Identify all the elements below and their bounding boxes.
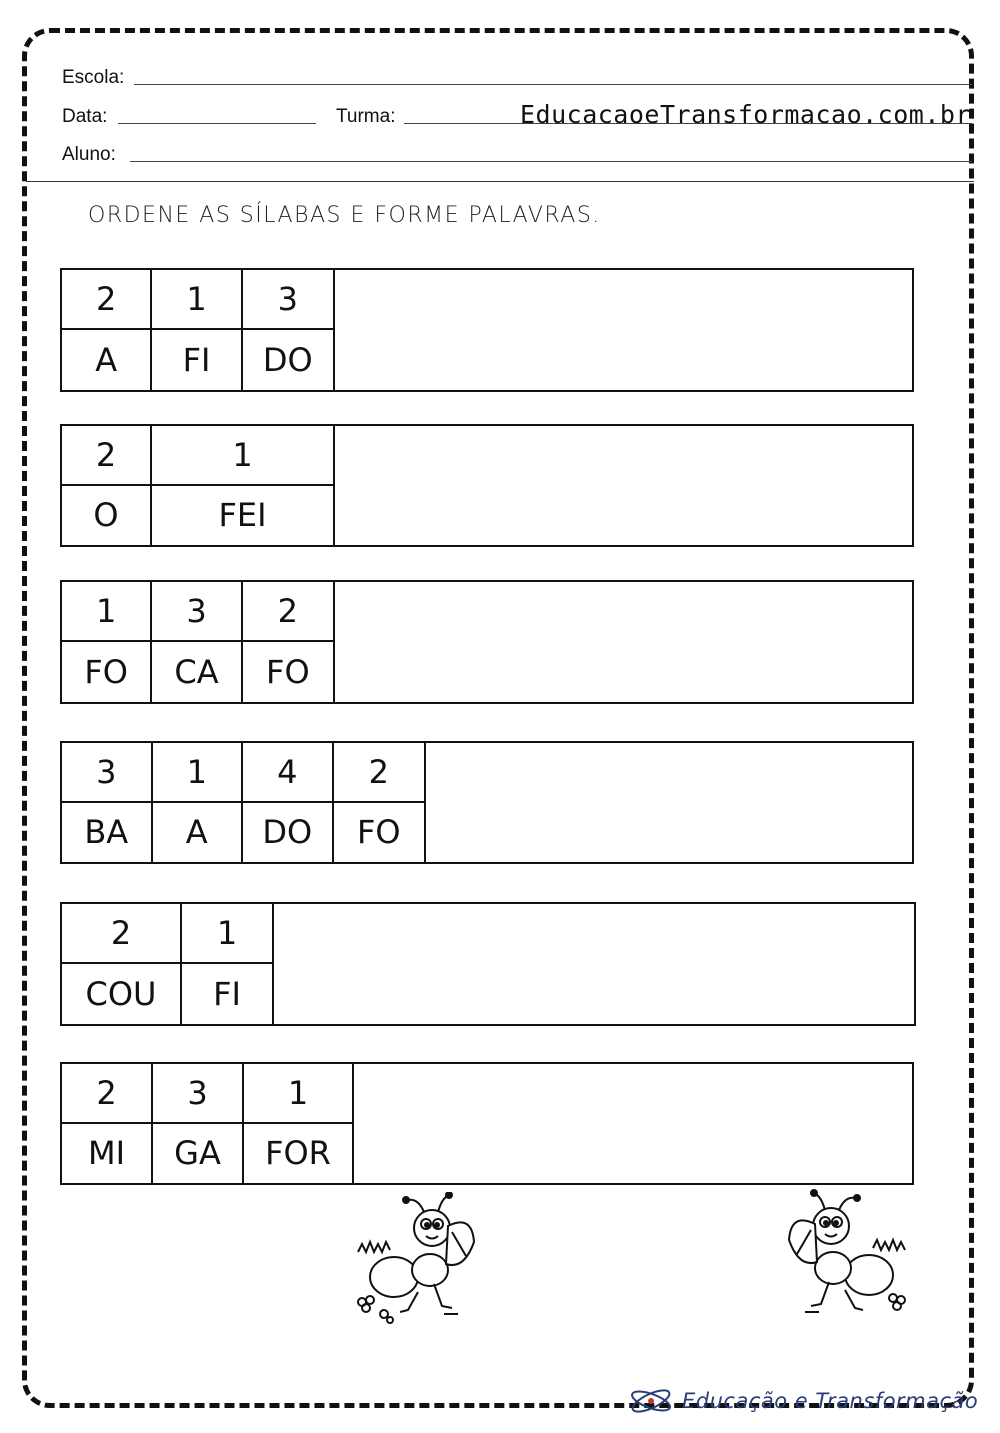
order-number: 3 <box>153 1064 244 1124</box>
syllable: MI <box>62 1124 153 1184</box>
answer-box[interactable] <box>426 743 912 862</box>
order-number: 1 <box>152 426 333 486</box>
syllable: O <box>62 486 152 546</box>
order-number: 2 <box>62 270 152 330</box>
order-number: 1 <box>152 270 242 330</box>
syllable: FO <box>356 813 401 852</box>
answer-box[interactable] <box>335 426 912 545</box>
order-number: 1 <box>182 904 272 964</box>
school-label: Escola: <box>62 67 125 88</box>
syllable: FOR <box>265 1134 331 1173</box>
answer-box[interactable] <box>274 904 914 1024</box>
syllable: BA <box>62 803 153 863</box>
instruction-text: ORDENE AS SÍLABAS E FORME PALAVRAS. <box>88 203 601 228</box>
date-field[interactable] <box>118 123 316 124</box>
order-number: 2 <box>62 426 152 486</box>
website-text: EducacaoeTransformacao.com.br <box>520 100 971 129</box>
order-number: 3 <box>243 270 333 330</box>
syllable: A <box>62 330 152 390</box>
exercise-4 <box>60 741 914 864</box>
order-number: 2 <box>334 743 425 803</box>
exercise-2 <box>60 424 914 547</box>
syllable: FEI <box>218 496 267 535</box>
atom-orbit-icon <box>628 1384 674 1418</box>
student-field[interactable] <box>130 161 972 162</box>
student-label: Aluno: <box>62 144 116 165</box>
syllable-grid <box>62 582 335 702</box>
syllable-grid <box>62 743 426 862</box>
order-number: 1 <box>244 1064 352 1124</box>
logo-text: Educação e Transformação <box>682 1389 979 1413</box>
syllable: CA <box>152 642 242 702</box>
brand-logo <box>628 1384 978 1418</box>
school-field[interactable] <box>134 84 972 85</box>
answer-box[interactable] <box>335 270 912 390</box>
syllable-grid <box>62 426 335 545</box>
exercise-5 <box>60 902 916 1026</box>
syllable: COU <box>62 964 182 1024</box>
order-number: 2 <box>62 904 182 964</box>
order-number: 4 <box>243 743 334 803</box>
order-number: 2 <box>243 582 333 642</box>
syllable-grid <box>62 904 274 1024</box>
exercise-3 <box>60 580 914 704</box>
answer-box[interactable] <box>335 582 912 702</box>
syllable: GA <box>153 1124 244 1184</box>
ant-carrying-leaf-icon <box>348 1192 488 1324</box>
exercise-1 <box>60 268 914 392</box>
order-number: 3 <box>62 743 153 803</box>
exercise-6 <box>60 1062 914 1185</box>
syllable: FO <box>266 653 310 691</box>
header-divider <box>26 181 974 182</box>
syllable: FI <box>213 975 241 1013</box>
syllable: FO <box>62 642 152 702</box>
order-number: 2 <box>62 1064 153 1124</box>
order-number: 3 <box>152 582 242 642</box>
date-label: Data: <box>62 106 108 127</box>
syllable: DO <box>262 341 313 379</box>
order-number: 1 <box>153 743 244 803</box>
class-label: Turma: <box>336 106 396 127</box>
syllable: DO <box>243 803 334 863</box>
order-number: 1 <box>62 582 152 642</box>
answer-box[interactable] <box>354 1064 912 1183</box>
syllable: A <box>153 803 244 863</box>
syllable-grid <box>62 1064 354 1183</box>
syllable-grid <box>62 270 335 390</box>
ant-carrying-leaf-icon <box>770 1188 915 1320</box>
syllable: FI <box>152 330 242 390</box>
